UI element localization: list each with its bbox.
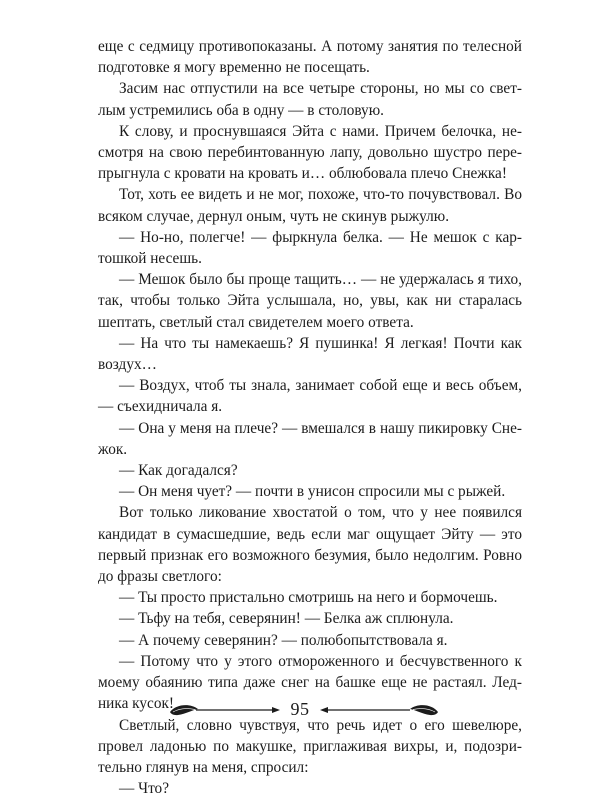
paragraph: еще с седмицу противопоказаны. А потому занятия по телесной подготовке я могу временно не посещать. — [98, 38, 522, 77]
paragraph: — Как догадался? — [119, 462, 238, 480]
paragraph: — Ты просто пристально смотришь на него и бормочешь. — [119, 589, 498, 607]
paragraph: — Он меня чует? — почти в унисон спросили мы с рыжей. — [119, 483, 506, 501]
quill-ornament-right-icon — [320, 701, 440, 721]
paragraph: Засим нас отпустили на все четыре стороны, но мы со светлым устремились оба в одну — в столовую. — [98, 80, 522, 119]
paragraph: — А почему северянин? — полюбопытствовала я. — [119, 631, 448, 649]
page-number: 95 — [290, 699, 310, 719]
paragraph: — Мешок было бы проще тащить… — не удержалась я тихо, так, чтобы только Эйта услышала, но, увы, как ни старалась шептать, светлый стал свидетелем моего ответа. — [98, 271, 522, 331]
paragraph: — Что? — [119, 780, 169, 798]
paragraph: Вот только ликование хвостатой о том, что у нее появился кандидат в сумасшедшие, ведь если маг ощущает Эйту — это первый признак его возможного безумия, было недолгим. Ровно до фразы светлого: — [98, 504, 522, 586]
paragraph: Светлый, словно чувствуя, что речь идет о его шевелюре, провел ладонью по макушке, приглаживая вихры, и, подозрительно глянув на меня, спросил: — [98, 716, 522, 776]
paragraph: — Потому что у этого отмороженного и бесчувственного к моему обаянию типа даже снег на башке еще не растаял. Ледника кусок! — [98, 652, 522, 713]
paragraph: — Воздух, чтоб ты знала, занимает собой еще и весь объем, — съехидничала я. — [98, 377, 522, 416]
page-footer — [0, 697, 600, 727]
paragraph: — Она у меня на плече? — вмешался в нашу пикировку Снежок. — [98, 419, 522, 458]
paragraph: — Тьфу на тебя, северянин! — Белка аж сплюнула. — [119, 610, 454, 628]
paragraph: — На что ты намекаешь? Я пушинка! Я легкая! Почти как воздух… — [98, 334, 522, 374]
body-text — [98, 36, 522, 799]
paragraph: — Но-но, полегче! — фыркнула белка. — Не мешок с картошкой несешь. — [98, 228, 522, 268]
paragraph: Тот, хоть ее видеть и не мог, похоже, что-то почувствовал. Во всяком случае, дернул оным, чуть не скинув рыжулю. — [98, 186, 522, 225]
paragraph: К слову, и проснувшаяся Эйта с нами. Причем белочка, несмотря на свою перебинтованную лапу, довольно шустро перепрыгнула с кровати на кровать и… облюбовала плечо Снежка! — [98, 122, 522, 183]
